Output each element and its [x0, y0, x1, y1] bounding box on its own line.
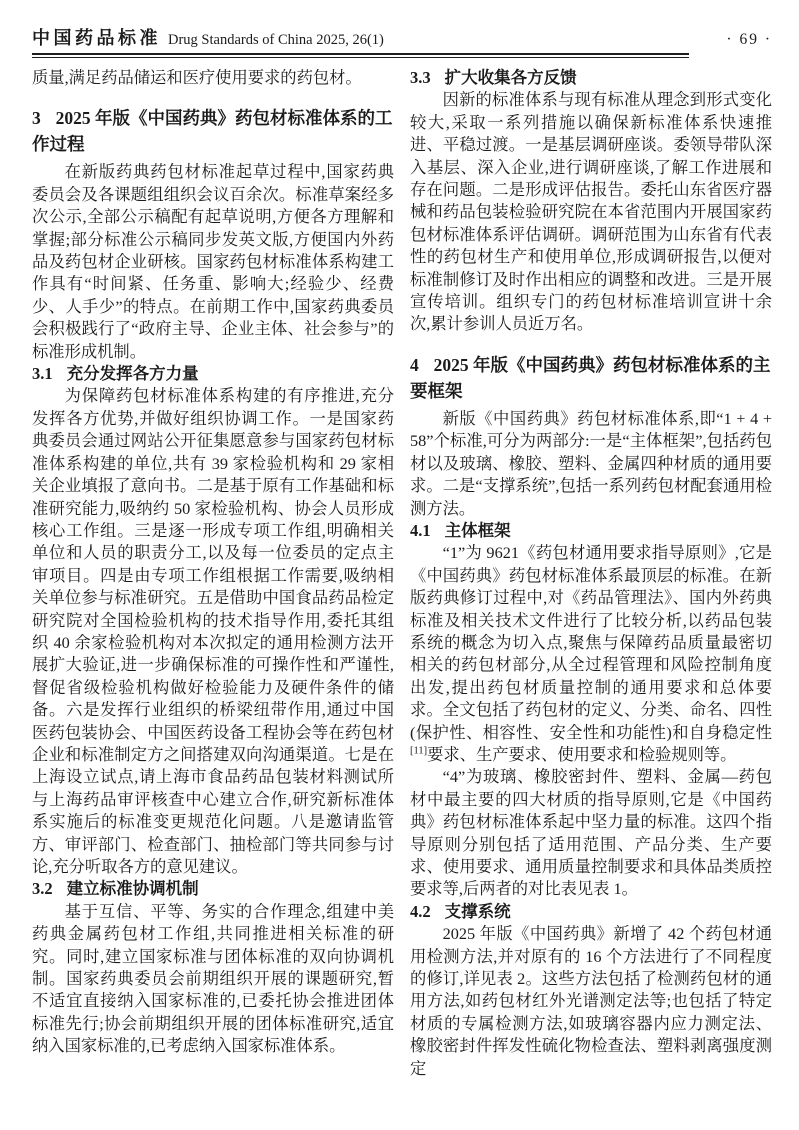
section-3-1-number: 3.1 [32, 364, 53, 384]
section-3-3-heading [410, 67, 772, 89]
section-4-1-number: 4.1 [410, 520, 431, 540]
section-4-title: 2025 年版《中国药典》药包材标准体系的主要框架 [410, 354, 771, 401]
section-4-1-paragraph-1-text-after: 要求、生产要求、使用要求和检验规则等。 [427, 744, 737, 764]
section-3-paragraph: 在新版药典药包材标准起草过程中,国家药典委员会及各课题组组织会议百余次。标准草案经多次公示,全部公示稿配有起草说明,方便各方理解和掌握;部分标准公示稿同步发英文版,方便国内外药品及药包材企业研核。国家药包材标准体系构建工作具有“时间紧、任务重、影响大;经验少、经费少、人手少”的特点。在前期工作中,国家药典委员会积极践行了“政府主导、企业主体、社会参与”的标准形成机制。 [32, 162, 394, 361]
section-3-number: 3 [32, 108, 41, 129]
section-4-paragraph: 新版《中国药典》药包材标准体系,即“1 + 4 + 58”个标准,可分为两部分:一是“主体框架”,包括药包材以及玻璃、橡胶、塑料、金属四种材质的通用要求。二是“支撑系统”,包括一系列药包材配套通用检测方法。 [410, 408, 772, 518]
continuation-paragraph: 质量,满足药品储运和医疗使用要求的药包材。 [32, 68, 362, 87]
section-4-1-paragraph-1-text: “1”为 9621《药包材通用要求指导原则》,它是《中国药典》药包材标准体系最顶层的标准。在新版药典修订过程中,对《药品管理法》、国内外药典标准及相关技术文件进行了比较分析,以药品包装系统的概念为切入点,聚焦与保障药品质量最密切相关的药包材部分,从全过程管理和风险控制角度出发,提出药包材质量控制的通用要求和总体要求。全文包括了药包材的定义、分类、命名、四性(保护性、相容性、安全性和功能性)和自身稳定性 [410, 543, 772, 742]
section-3-3-paragraph: 因新的标准体系与现有标准从理念到形式变化较大,采取一系列措施以确保新标准体系快速推进、平稳过渡。一是基层调研座谈。委领导带队深入基层、深入企业,进行调研座谈,了解工作进展和存在问题。二是形成评估报告。委托山东省医疗器械和药品包装检验研究院在本省范围内开展国家药包材标准体系评估调研。调研范围为山东省有代表性的药包材生产和使用单位,形成调研报告,以便对标准制修订及时作出相应的调整和改进。三是开展宣传培训。组织专门的药包材标准培训宣讲十余次,累计参训人员近万名。 [410, 90, 772, 334]
journal-title-en: Drug Standards of China 2025, 26(1) [168, 32, 384, 48]
section-4-2-title: 支撑系统 [444, 901, 511, 921]
section-3-title: 2025 年版《中国药典》药包材标准体系的工作过程 [32, 108, 393, 155]
right-column [410, 67, 772, 1080]
section-4-1-heading [410, 520, 772, 542]
section-3-3-title: 扩大收集各方反馈 [444, 68, 577, 87]
section-3-2-title: 建立标准协调机制 [66, 879, 199, 899]
article-body [32, 67, 772, 1080]
journal-title-cn: 中国药品标准 [32, 28, 161, 48]
section-4-number: 4 [410, 354, 419, 375]
section-4-2-paragraph: 2025 年版《中国药典》新增了 42 个药包材通用检测方法,并对原有的 16 个方法进行了不同程度的修订,详见表 2。这些方法包括了检测药包材的通用方法,如药包材红外光谱测定法等;也包括了特定材质的专属检测方法,如玻璃容器内应力测定法、橡胶密封件挥发性硫化物检查法、塑料剥离强度测定 [410, 924, 772, 1078]
section-3-3-number: 3.3 [410, 68, 431, 87]
section-3-2-paragraph: 基于互信、平等、务实的合作理念,组建中美药典金属药包材工作组,共同推进相关标准的研究。同时,建立国家标准与团体标准的双向协调机制。国家药典委员会前期组织开展的课题研究,暂不适宜直接纳入国家标准的,已委托协会推进团体标准先行;协会前期组织开展的团体标准研究,适宜纳入国家标准的,已考虑纳入国家标准体系。 [32, 901, 394, 1056]
section-4-1-title: 主体框架 [444, 520, 511, 540]
section-4-2-number: 4.2 [410, 901, 431, 921]
header-double-rule [32, 53, 689, 58]
section-4-1-paragraph-1 [410, 542, 772, 766]
section-4-1-paragraph-2: “4”为玻璃、橡胶密封件、塑料、金属—药包材中最主要的四大材质的指导原则,它是《中国药典》药包材标准体系起中坚力量的标准。这四个指导原则分别包括了适用范围、产品分类、生产要求、使用要求、通用质量控制要求和具体品类质控要求等,后两者的对比表见表 1。 [410, 767, 772, 899]
page-header [32, 24, 772, 58]
section-3-heading [32, 105, 394, 157]
section-3-1-title: 充分发挥各方力量 [66, 364, 199, 384]
running-head [32, 24, 772, 50]
left-column [32, 67, 394, 1080]
section-3-1-heading [32, 363, 394, 385]
section-3-2-heading [32, 878, 394, 900]
page-number: · 69 · [726, 31, 772, 48]
section-4-2-heading [410, 901, 772, 923]
section-3-1-paragraph: 为保障药包材标准体系构建的有序推进,充分发挥各方优势,并做好组织协调工作。一是国家药典委员会通过网站公开征集愿意参与国家药包材标准体系构建的单位,共有 39 家检验机构和 29 家相关企业填报了意向书。二是基于原有工作基础和标准研究能力,吸纳约 50 家检验机构、协会人员形成核心工作组。三是逐一形成专项工作组,明确相关单位和人员的职责分工,以及每一位委员的定点主审项目。四是由专项工作组根据工作需要,吸纳相关单位参与标准研究。五是借助中国食品药品检定研究院对全国检验机构的技术指导作用,委托其组织 40 余家检验机构对本次拟定的通用检测方法开展扩大验证,进一步确保标准的可操作性和严谨性,督促省级检验机构做好检验能力及硬件条件的储备。六是发挥行业组织的桥梁纽带作用,通过中国医药包装协会、中国医药设备工程协会等在药包材企业和标准制定方之间搭建双向沟通渠道。七是在上海设立试点,请上海市食品药品包装材料测试所与上海药品审评核查中心建立合作,研究新标准体系实施后的标准变更规范化问题。八是邀请监管方、审评部门、检查部门、抽检部门等共同参与讨论,充分听取各方的意见建议。 [32, 386, 394, 876]
section-3-2-number: 3.2 [32, 879, 53, 899]
citation-reference-11: [11] [410, 745, 428, 757]
section-4-heading [410, 352, 772, 404]
